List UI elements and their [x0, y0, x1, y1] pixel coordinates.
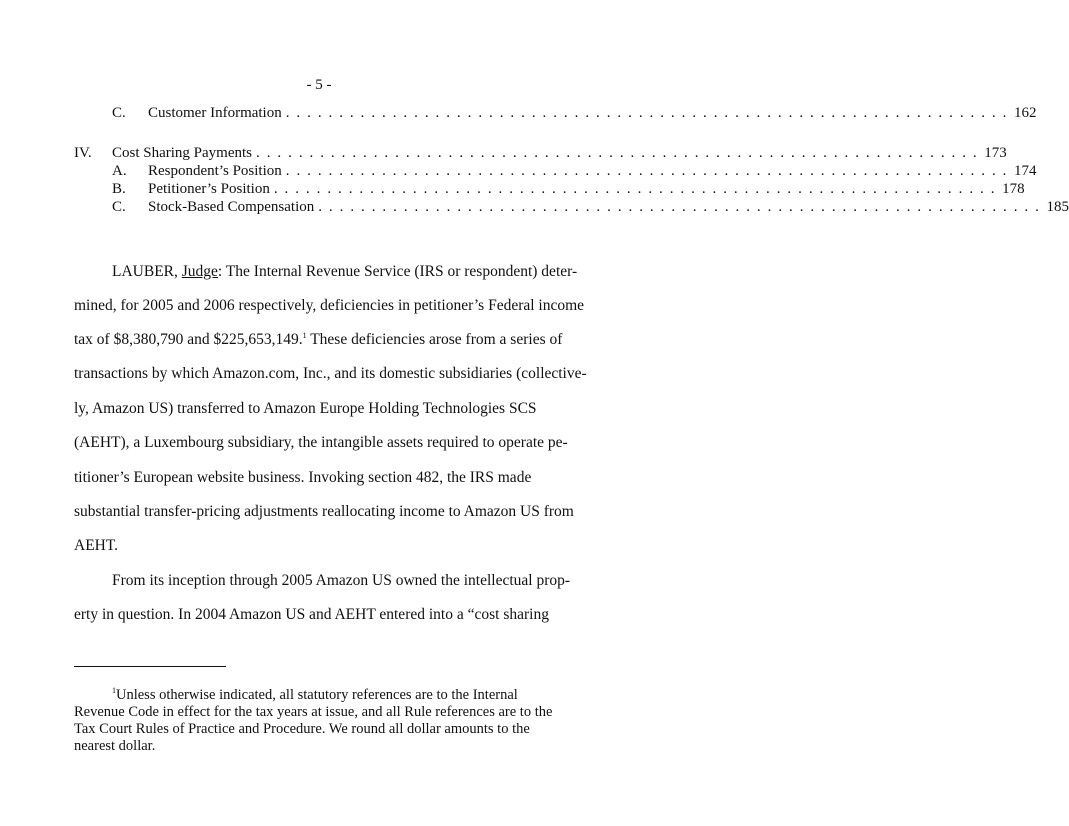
toc-entry: [74, 162, 1037, 180]
toc-entry-page: 173: [984, 145, 1007, 161]
body-line: AEHT.: [74, 537, 119, 554]
toc-dot-leader: . . . . . . . . . . . . . . . . . . . . . . . . . . . . . . . . . . . . . . . . . . . . . . . . . . . . . . . . . . . . . . . . . . . .: [318, 199, 1041, 215]
body-text: tax of $8,380,790 and $225,653,149.: [74, 331, 303, 348]
body-line: mined, for 2005 and 2006 respectively, deficiencies in petitioner’s Federal income: [74, 297, 585, 314]
toc-entry-letter: A.: [112, 163, 127, 179]
footnote-line: nearest dollar.: [74, 738, 156, 754]
body-line: (AEHT), a Luxembourg subsidiary, the intangible assets required to operate pe-: [74, 434, 568, 451]
body-line: ly, Amazon US) transferred to Amazon Europe Holding Technologies SCS: [74, 400, 537, 417]
footnote-line: [112, 687, 518, 704]
footnote-text: Unless otherwise indicated, all statutory references are to the Internal: [116, 687, 518, 703]
body-line: [112, 263, 577, 281]
page-number: - 5 -: [306, 77, 332, 93]
toc-entry-page: 174: [1014, 163, 1037, 179]
toc-dot-leader: . . . . . . . . . . . . . . . . . . . . . . . . . . . . . . . . . . . . . . . . . . . . . . . . . . . . . . . . . . . . . . . . . . . .: [285, 105, 1008, 121]
body-line: titioner’s European website business. Invoking section 482, the IRS made: [74, 469, 532, 486]
toc-entry: [74, 144, 1007, 162]
toc-entry: [74, 180, 1025, 198]
footnote-marker: 1: [112, 686, 116, 695]
toc-entry-letter: B.: [112, 181, 126, 197]
toc-entry: [74, 198, 1069, 216]
body-text: These deficiencies arose from a series of: [306, 331, 563, 348]
toc-entry-page: 178: [1002, 181, 1025, 197]
toc-entry-page: 162: [1013, 105, 1037, 121]
toc-entry-title: Customer Information: [148, 105, 282, 121]
toc-dot-leader: . . . . . . . . . . . . . . . . . . . . . . . . . . . . . . . . . . . . . . . . . . . . . . . . . . . . . . . . . . . . . . . . . . . .: [256, 145, 979, 161]
body-text: : The Internal Revenue Service (IRS or respondent) deter-: [217, 263, 578, 280]
body-line: erty in question. In 2004 Amazon US and AEHT entered into a “cost sharing: [74, 606, 549, 623]
toc-entry-title: Cost Sharing Payments: [112, 145, 253, 161]
body-line: transactions by which Amazon.com, Inc., and its domestic subsidiaries (collective-: [74, 365, 587, 382]
judge-title: Judge: [181, 263, 218, 280]
toc-entry-roman: IV.: [74, 145, 92, 161]
judge-name: LAUBER,: [112, 263, 178, 280]
toc-entry: [74, 104, 1037, 122]
footnote-reference[interactable]: 1: [302, 331, 307, 340]
toc-entry-letter: C.: [112, 105, 126, 121]
toc-entry-title: Petitioner’s Position: [148, 181, 270, 197]
footnote-line: Tax Court Rules of Practice and Procedure. We round all dollar amounts to the: [74, 721, 530, 737]
footnote-separator: [74, 666, 226, 667]
body-line: [74, 331, 562, 349]
toc-dot-leader: . . . . . . . . . . . . . . . . . . . . . . . . . . . . . . . . . . . . . . . . . . . . . . . . . . . . . . . . . . . . . . . . . . . .: [285, 163, 1009, 179]
body-line: From its inception through 2005 Amazon US owned the intellectual prop-: [112, 572, 571, 589]
footnote-line: Revenue Code in effect for the tax years at issue, and all Rule references are to the: [74, 704, 553, 720]
toc-dot-leader: . . . . . . . . . . . . . . . . . . . . . . . . . . . . . . . . . . . . . . . . . . . . . . . . . . . . . . . . . . . . . . . . . . . .: [273, 181, 997, 197]
toc-entry-letter: C.: [112, 199, 126, 215]
body-line: substantial transfer-pricing adjustments reallocating income to Amazon US from: [74, 503, 574, 520]
toc-entry-page: 185: [1046, 199, 1069, 215]
toc-entry-title: Stock-Based Compensation: [148, 199, 315, 215]
toc-entry-title: Respondent’s Position: [148, 163, 282, 179]
